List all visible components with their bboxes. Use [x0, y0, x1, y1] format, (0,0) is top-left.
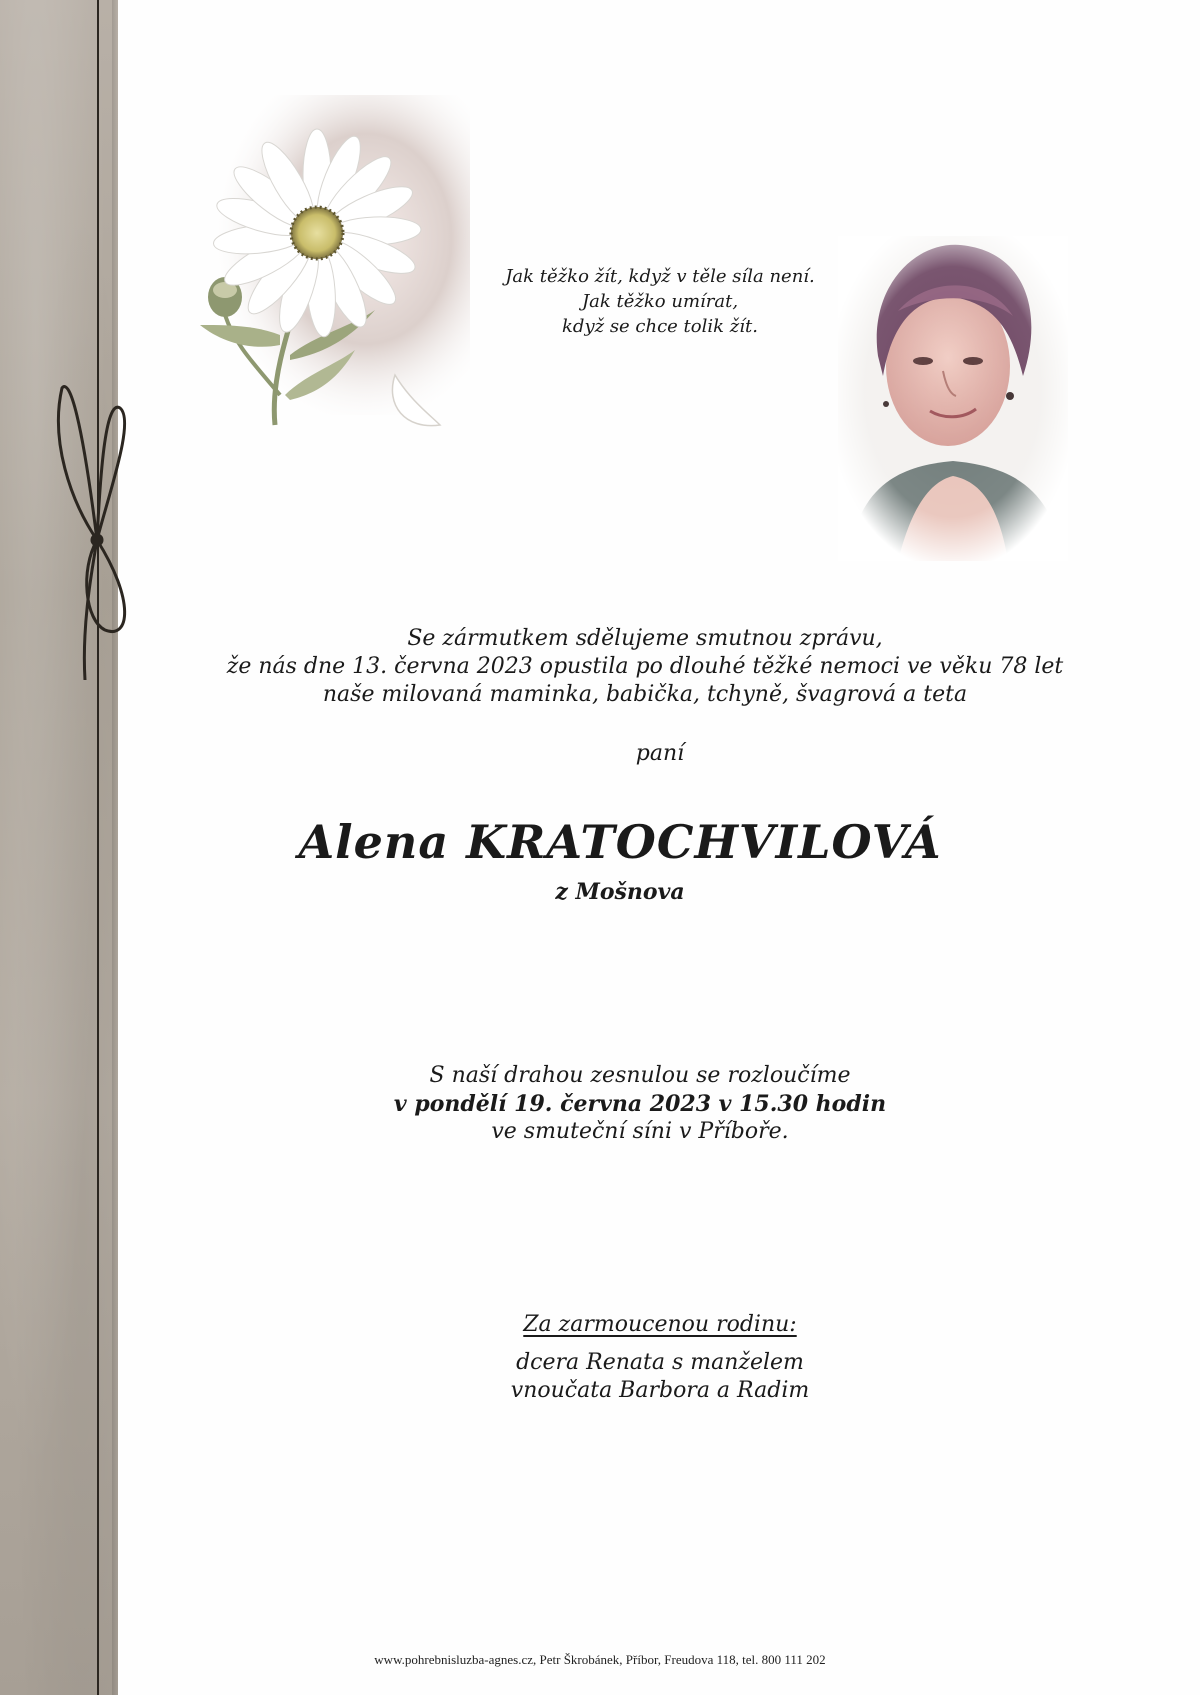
decorative-side-band — [0, 0, 118, 1695]
motto-line: když se chce tolik žít. — [562, 316, 758, 337]
family-member: dcera Renata s manželem — [516, 1350, 804, 1375]
honorific: paní — [635, 741, 685, 766]
motto-line: Jak těžko žít, když v těle síla není. — [505, 266, 815, 287]
ribbon-bow-icon — [40, 380, 150, 680]
announcement-line: že nás dne 13. června 2023 opustila po dlouhé těžké nemoci ve věku 78 let — [226, 654, 1064, 679]
ceremony-datetime: v pondělí 19. června 2023 v 15.30 hodin — [393, 1091, 887, 1117]
deceased-origin: z Mošnova — [555, 879, 685, 905]
side-band-shadow — [112, 0, 118, 1695]
family-members — [460, 1349, 860, 1405]
announcement-line: naše milovaná maminka, babička, tchyně, švagrová a teta — [322, 682, 968, 707]
decorative-cord — [97, 0, 99, 1695]
motto-verse — [470, 264, 850, 339]
ceremony-details — [330, 1062, 950, 1146]
daisy-flower-icon — [195, 95, 475, 440]
ceremony-intro: S naší drahou zesnulou se rozloučíme — [429, 1063, 851, 1088]
motto-line: Jak těžko umírat, — [581, 291, 739, 312]
ceremony-place: ve smuteční síni v Příboře. — [491, 1119, 789, 1144]
family-heading: Za zarmoucenou rodinu: — [523, 1312, 797, 1337]
deceased-name: Alena KRATOCHVILOVÁ — [298, 815, 942, 869]
announcement-line: Se zármutkem sdělujeme smutnou zprávu, — [407, 626, 883, 651]
family-member: vnoučata Barbora a Radim — [510, 1378, 810, 1403]
footer-contact: www.pohrebnisluzba-agnes.cz, Petr Škrobánek, Příbor, Freudova 118, tel. 800 111 202 — [374, 1652, 826, 1667]
announcement — [190, 625, 1100, 709]
portrait-photo-icon — [838, 236, 1068, 561]
